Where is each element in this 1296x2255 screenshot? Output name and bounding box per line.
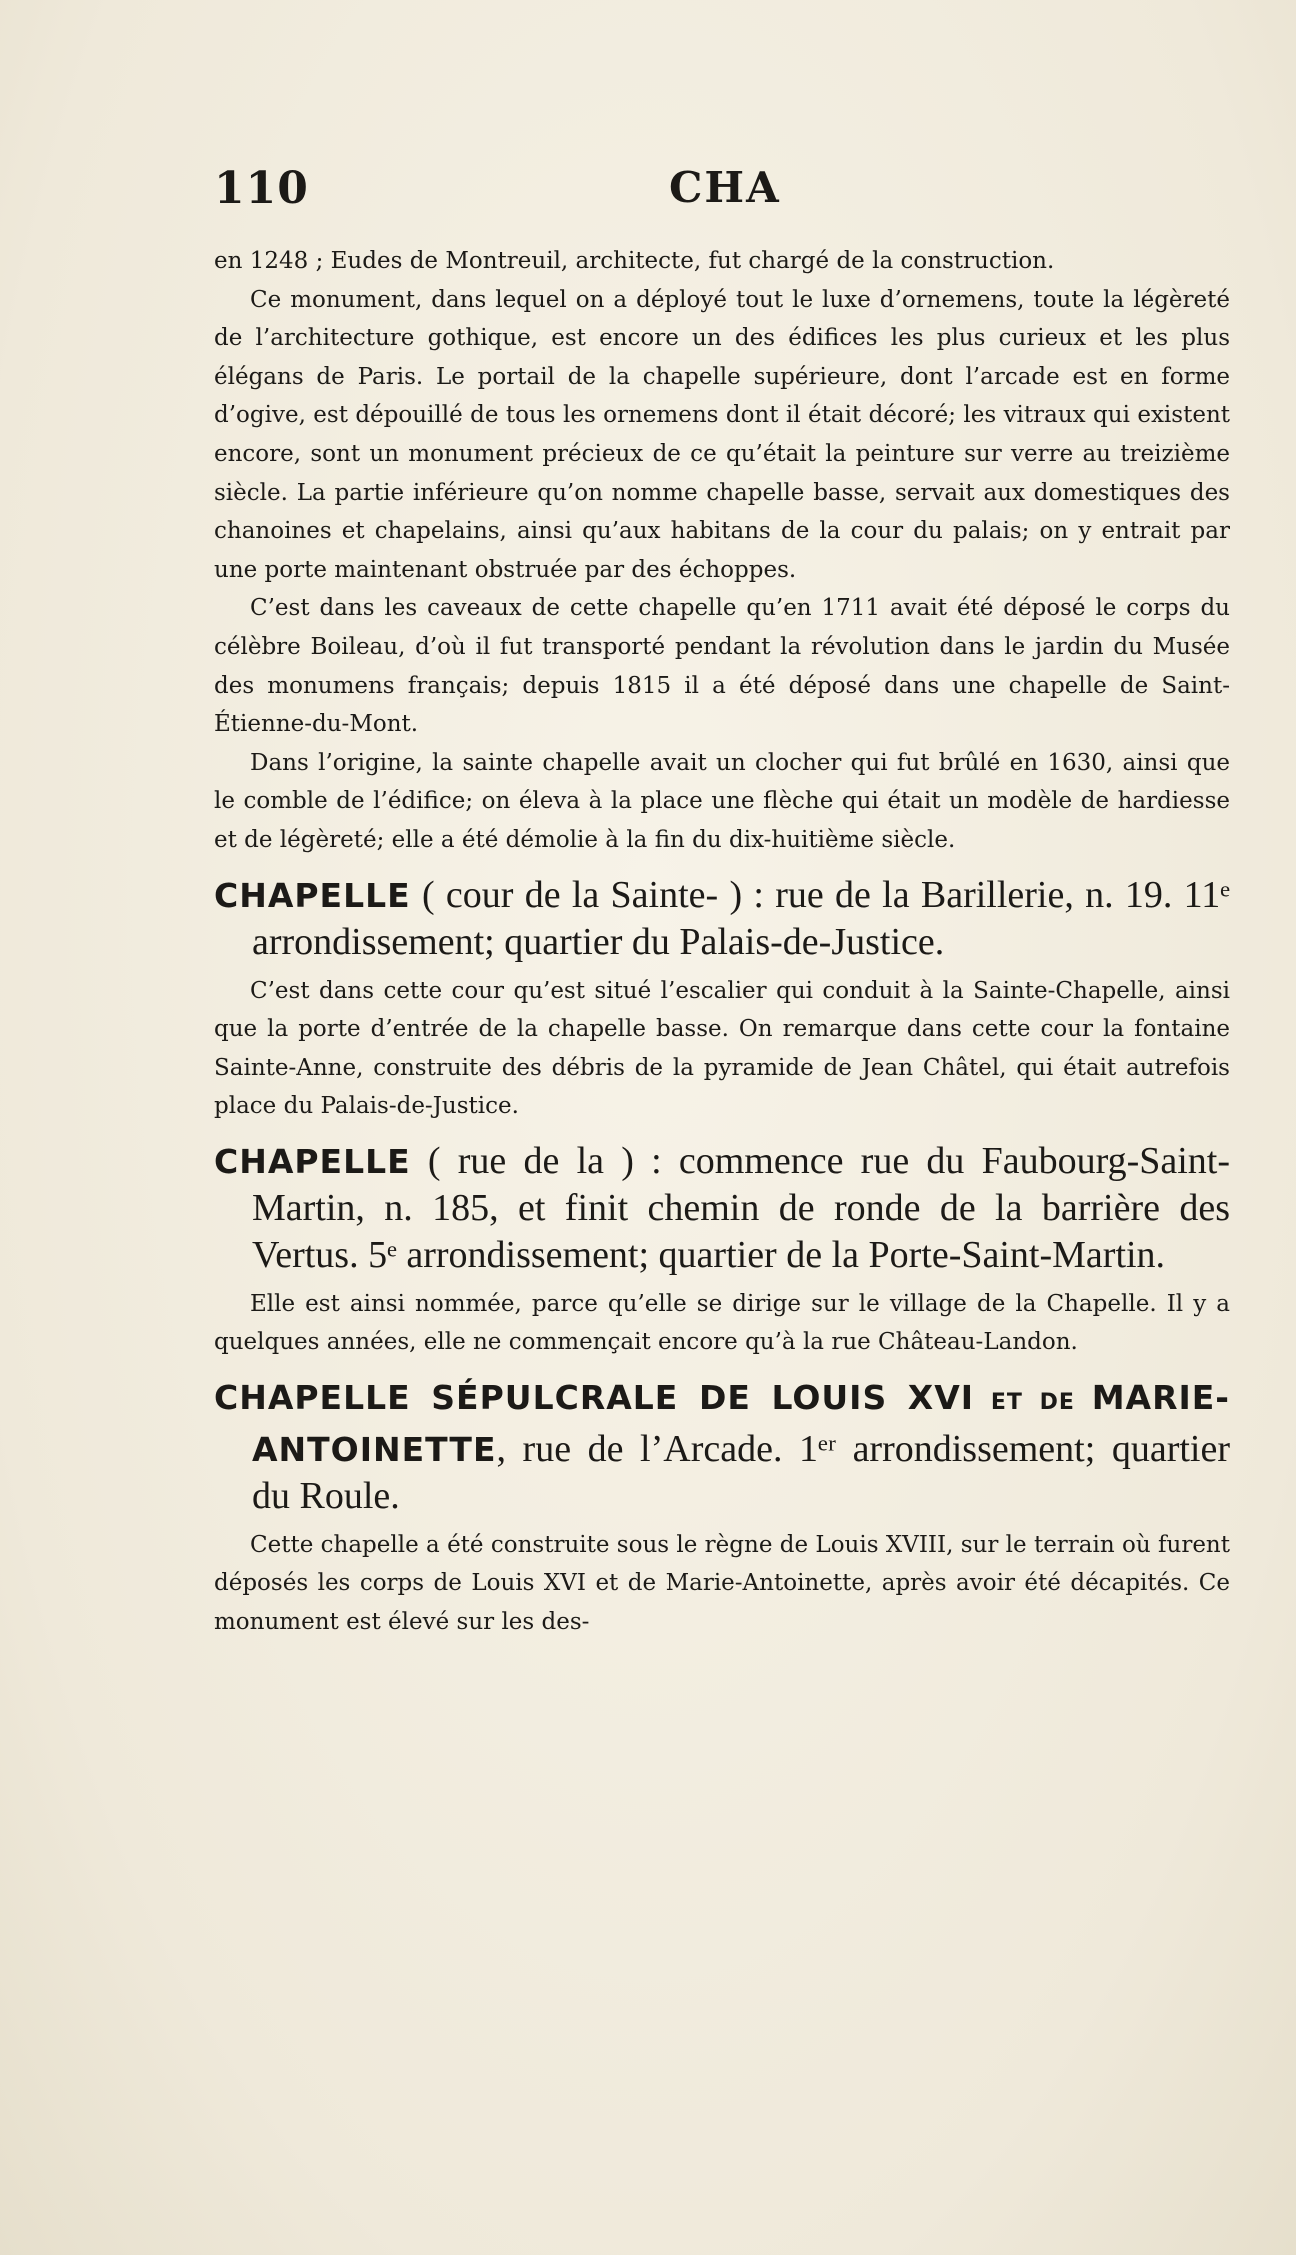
entry-text: Elle est ainsi nommée, parce qu’elle se dirige sur le village de la Chapelle. Il y a quelques années, elle ne commençait encore qu’à la rue Château-Landon. — [214, 1290, 1230, 1355]
entry-heading — [214, 1374, 1230, 1520]
entry-headword: CHAPELLE SÉPULCRALE DE LOUIS XVI — [214, 1377, 975, 1417]
entry-headword: CHAPELLE — [214, 875, 411, 915]
entry-connector: DE — [1039, 1389, 1092, 1415]
entry-heading — [214, 1138, 1230, 1279]
entry-heading-rest: ( rue de la ) : commence rue du Faubourg-Saint-Martin, n. 185, et finit chemin de ronde de la barrière des Vertus. 5ᵉ arrondissement; quartier de la Porte-Saint-Martin. — [252, 1139, 1230, 1276]
entry-headword: MARIE-ANTOINETTE — [252, 1377, 1230, 1469]
entry-heading-rest: ( cour de la Sainte- ) : rue de la Barillerie, n. 19. 11ᵉ arrondissement; quartier du Palais-de-Justice. — [252, 873, 1230, 963]
page-number: 110 — [214, 163, 309, 214]
intro-paragraph: Ce monument, dans lequel on a déployé tout le luxe d’ornemens, toute la légèreté de l’architecture gothique, est encore un des édifices les plus curieux et les plus élégans de Paris. Le portail de la chapelle supérieure, dont l’arcade est en forme d’ogive, est dépouillé de tous les ornemens dont il était décoré; les vitraux qui existent encore, sont un monument précieux de ce qu’était la peinture sur verre au treizième siècle. La partie inférieure qu’on nomme chapelle basse, servait aux domestiques des chanoines et chapelains, ainsi qu’aux habitans de la cour du palais; on y entrait par une porte maintenant obstruée par des échoppes. — [214, 286, 1230, 583]
intro-paragraph: en 1248 ; Eudes de Montreuil, architecte, fut chargé de la construction. — [214, 248, 1055, 274]
running-head: CHA — [669, 163, 781, 212]
intro-paragraph: C’est dans les caveaux de cette chapelle qu’en 1711 avait été déposé le corps du célèbre Boileau, d’où il fut transporté pendant la révolution dans le jardin du Musée des monumens français; depuis 1815 il a été déposé dans une chapelle de Saint-Étienne-du-Mont. — [214, 595, 1230, 738]
intro-paragraph: Dans l’origine, la sainte chapelle avait un clocher qui fut brûlé en 1630, ainsi que le comble de l’édifice; on éleva à la place une flèche qui était un modèle de hardiesse et de légèreté; elle a été démolie à la fin du dix-huitième siècle. — [214, 749, 1230, 853]
page-body — [214, 242, 1230, 1645]
page-header — [214, 163, 1224, 219]
entry-heading-rest: , rue de l’Arcade. 1ᵉʳ arrondissement; quartier du Roule. — [252, 1427, 1230, 1517]
entry-text: C’est dans cette cour qu’est situé l’escalier qui conduit à la Sainte-Chapelle, ainsi que la porte d’entrée de la chapelle basse. On remarque dans cette cour la fontaine Sainte-Anne, construite des débris de la pyramide de Jean Châtel, qui était autrefois place du Palais-de-Justice. — [214, 977, 1230, 1119]
entry-text: Cette chapelle a été construite sous le règne de Louis XVIII, sur le terrain où furent déposés les corps de Louis XVI et de Marie-Antoinette, après avoir été décapités. Ce monument est élevé sur les des- — [214, 1531, 1230, 1635]
entry-headword: CHAPELLE — [214, 1141, 411, 1181]
entry-connector: ET — [974, 1389, 1040, 1415]
entry-heading — [214, 872, 1230, 966]
